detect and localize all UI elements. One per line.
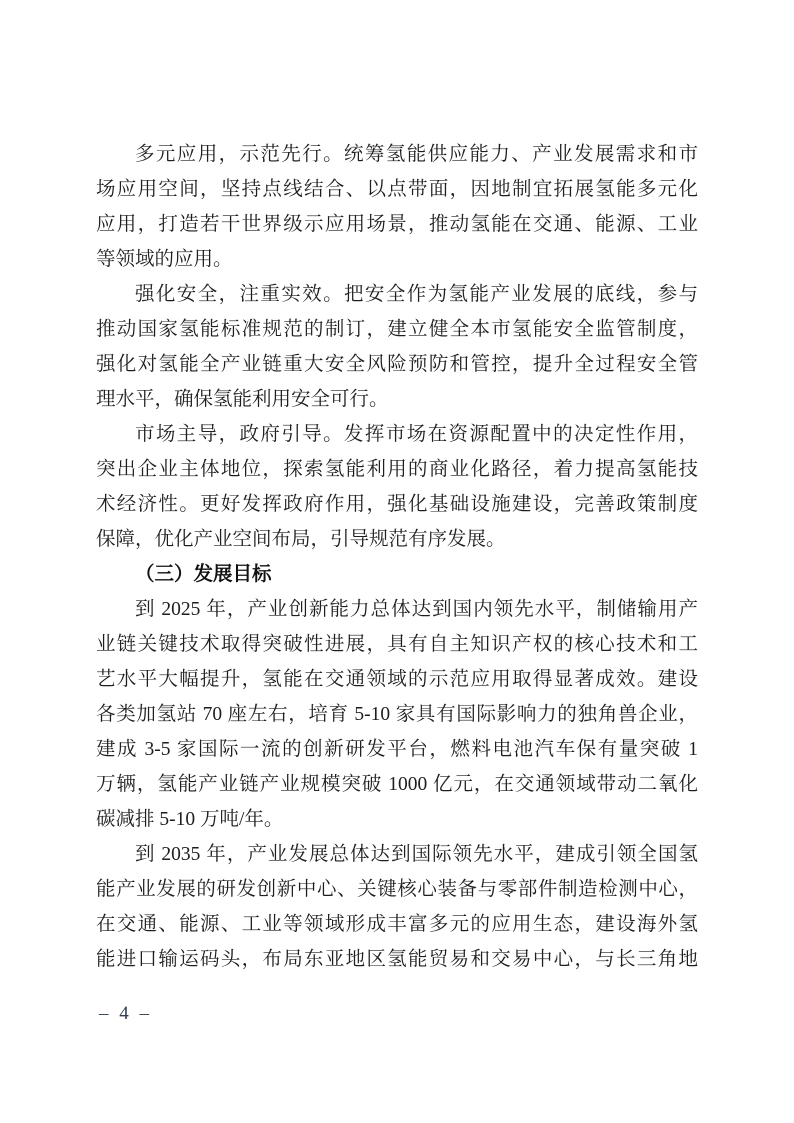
text-line: 应用，打造若干世界级示应用场景，推动氢能在交通、能源、工业 (96, 214, 698, 235)
text-line: 各类加氢站 70 座左右，培育 5-10 家具有国际影响力的独角兽企业， (96, 704, 698, 725)
text-line: 万辆，氢能产业链产业规模突破 1000 亿元，在交通领域带动二氧化 (96, 774, 698, 795)
text-block (96, 137, 698, 977)
text-line: 场应用空间，坚持点线结合、以点带面，因地制宜拓展氢能多元化 (96, 179, 698, 200)
text-line: 多元应用，示范先行。统筹氢能供应能力、产业发展需求和市 (135, 144, 698, 165)
text-line: 碳减排 5-10 万吨/年。 (96, 809, 284, 830)
text-line: 到 2025 年，产业创新能力总体达到国内领先水平，制储输用产 (135, 599, 698, 620)
text-line: 理水平，确保氢能利用安全可行。 (96, 389, 389, 410)
text-line: 在交通、能源、工业等领域形成丰富多元的应用生态，建设海外氢 (96, 914, 698, 935)
text-line: 强化安全，注重实效。把安全作为氢能产业发展的底线，参与 (135, 284, 698, 305)
text-line: 建成 3-5 家国际一流的创新研发平台，燃料电池汽车保有量突破 1 (96, 739, 698, 760)
section-heading: （三）发展目标 (135, 564, 272, 585)
text-line: 能进口输运码头，布局东亚地区氢能贸易和交易中心，与长三角地 (96, 949, 698, 970)
text-line: 强化对氢能全产业链重大安全风险预防和管控，提升全过程安全管 (96, 354, 698, 375)
text-line: 能产业发展的研发创新中心、关键核心装备与零部件制造检测中心， (96, 879, 698, 900)
text-line: 等领域的应用。 (96, 249, 233, 270)
text-line: 市场主导，政府引导。发挥市场在资源配置中的决定性作用， (135, 424, 698, 445)
text-line: 突出企业主体地位，探索氢能利用的商业化路径，着力提高氢能技 (96, 459, 698, 480)
text-line: 推动国家氢能标准规范的制订，建立健全本市氢能安全监管制度， (96, 319, 698, 340)
text-line: 到 2035 年，产业发展总体达到国际领先水平，建成引领全国氢 (135, 844, 698, 865)
text-line: 术经济性。更好发挥政府作用，强化基础设施建设，完善政策制度 (96, 494, 698, 515)
page-number: – 4 – (99, 1003, 152, 1024)
text-line: 艺水平大幅提升，氢能在交通领域的示范应用取得显著成效。建设 (96, 669, 698, 690)
text-line: 保障，优化产业空间布局，引导规范有序发展。 (96, 529, 506, 550)
text-line: 业链关键技术取得突破性进展，具有自主知识产权的核心技术和工 (96, 634, 698, 655)
